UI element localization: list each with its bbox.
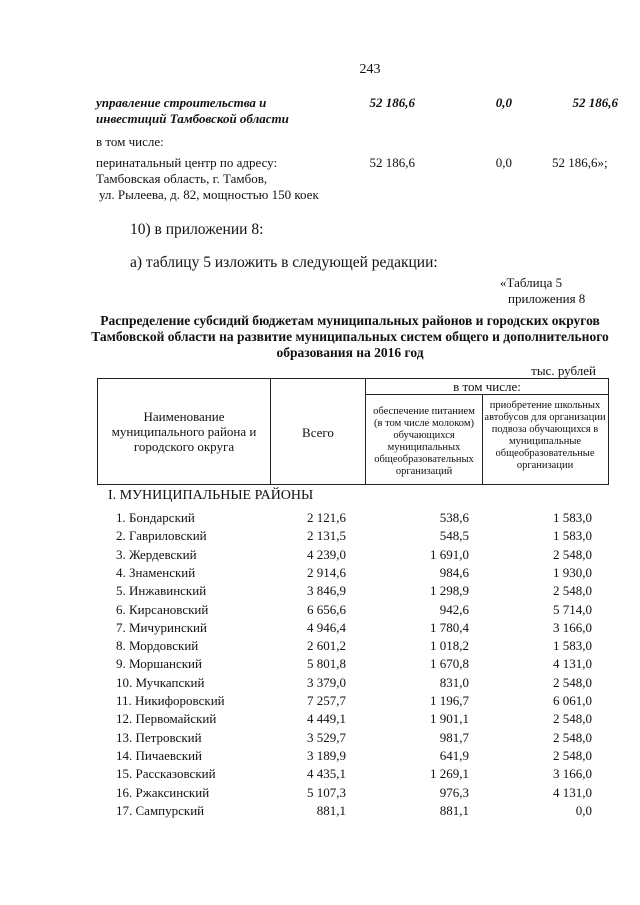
buses-value: 6 061,0 [553,693,592,708]
table-row [0,711,640,730]
district-name: 15. Рассказовский [116,766,216,782]
total-value: 6 656,6 [307,601,346,617]
header-bottom-border [97,484,609,485]
table-row [0,638,640,657]
nutrition-value: 1 901,1 [430,711,469,727]
district-name: 5. Инжавинский [116,583,207,599]
district-name: 16. Ржаксинский [116,784,210,800]
nutrition-value: 981,7 [439,729,469,745]
section-heading: I. МУНИЦИПАЛЬНЫЕ РАЙОНЫ [108,488,314,503]
total-value: 2 121,6 [307,510,346,525]
total-value: 2 601,2 [307,638,346,654]
district-name: 3. Жердевский [116,546,197,562]
district-name: 2. Гавриловский [116,528,207,544]
paragraph-appendix8: 10) в приложении 8: [130,221,264,238]
item-line3: ул. Рылеева, д. 82, мощностью 150 коек [99,187,319,202]
dept-zero: 0,0 [495,95,512,110]
total-value: 2 914,6 [307,564,346,580]
table-row [0,583,640,602]
buses-value: 1 583,0 [553,638,592,654]
header-divider-2 [365,378,366,485]
item-line1: перинатальный центр по адресу: [96,155,278,170]
total-value: 4 239,0 [307,546,346,562]
table-row [0,528,640,547]
nutrition-value: 641,9 [439,747,469,763]
nutrition-value: 548,5 [439,528,469,544]
buses-value: 4 131,0 [553,784,592,800]
buses-value: 3 166,0 [553,619,592,635]
buses-value: 2 548,0 [553,711,592,727]
buses-value: 2 548,0 [553,747,592,763]
buses-value: 3 166,0 [553,766,592,782]
dept-end: 52 186,6 [572,95,618,110]
nutrition-value: 1 780,4 [430,619,469,635]
total-value: 4 449,1 [307,711,346,727]
header-left-border [97,378,98,485]
item-total: 52 186,6 [369,155,415,170]
header-col-buses: приобретение школьных автобусов для организации подвоза обучающихся в муниципальные общеобразовательные организации [484,400,606,471]
district-name: 4. Знаменский [116,564,196,580]
buses-value: 1 583,0 [553,528,592,544]
table-row [0,748,640,767]
total-value: 3 529,7 [307,729,346,745]
nutrition-value: 1 670,8 [430,656,469,672]
district-name: 8. Мордовский [116,638,199,654]
buses-value: 2 548,0 [553,729,592,745]
table-row [0,693,640,712]
nutrition-value: 1 196,7 [430,693,469,708]
buses-value: 1 930,0 [553,564,592,580]
nutrition-value: 942,6 [439,601,469,617]
district-name: 6. Кирсановский [116,601,209,617]
district-name: 14. Пичаевский [116,747,202,763]
header-right-border [608,378,609,485]
total-value: 3 379,0 [307,674,346,690]
total-value: 5 107,3 [307,784,346,800]
district-name: 9. Моршанский [116,656,202,672]
table-row [0,656,640,675]
table-row [0,803,640,822]
nutrition-value: 1 691,0 [430,546,469,562]
buses-value: 2 548,0 [553,546,592,562]
including-label: в том числе: [96,134,164,149]
table-row [0,565,640,584]
dept-total: 52 186,6 [369,95,415,110]
nutrition-value: 538,6 [439,510,469,525]
table-row [0,547,640,566]
page-number: 243 [359,62,381,77]
dept-name-line1: управление строительства и [96,95,267,110]
nutrition-value: 1 298,9 [430,583,469,599]
buses-value: 5 714,0 [553,601,592,617]
header-including: в том числе: [453,379,521,394]
district-name: 7. Мичуринский [116,619,207,635]
header-name: Наименование муниципального района и городского округа [111,409,257,454]
district-name: 17. Сампурский [116,802,205,818]
units-label: тыс. рублей [531,363,596,378]
table-row [0,785,640,804]
buses-value: 4 131,0 [553,656,592,672]
nutrition-value: 831,0 [439,674,469,690]
table-row [0,510,640,529]
nutrition-value: 976,3 [439,784,469,800]
table-ref-line1: «Таблица 5 [500,275,563,290]
total-value: 881,1 [316,802,346,818]
total-value: 4 435,1 [307,766,346,782]
header-col-nutrition: обеспечение питанием (в том числе молоком) обучающихся муниципальных общеобразовательных организаций [373,406,475,477]
district-name: 10. Мучкапский [116,674,205,690]
paragraph-table5: а) таблицу 5 изложить в следующей редакции: [130,254,438,271]
item-end: 52 186,6»; [552,155,608,170]
district-name: 12. Первомайский [116,711,217,727]
table-row [0,602,640,621]
nutrition-value: 1 269,1 [430,766,469,782]
buses-value: 2 548,0 [553,674,592,690]
total-value: 2 131,5 [307,528,346,544]
header-divider-3 [482,394,483,485]
table-row [0,620,640,639]
district-name: 1. Бондарский [116,510,195,525]
table-title: Распределение субсидий бюджетам муниципальных районов и городских округов Тамбовской области на развитие муниципальных систем общего и дополнительного образования на 2016 год [91,313,609,360]
district-name: 11. Никифоровский [116,693,225,708]
table-row [0,766,640,785]
total-value: 5 801,8 [307,656,346,672]
total-value: 4 946,4 [307,619,346,635]
header-total: Всего [302,425,334,440]
header-mid-border [365,394,609,395]
total-value: 7 257,7 [307,693,346,708]
total-value: 3 189,9 [307,747,346,763]
table-row [0,675,640,694]
dept-name-line2: инвестиций Тамбовской области [96,111,289,126]
item-line2: Тамбовская область, г. Тамбов, [96,171,268,186]
district-name: 13. Петровский [116,729,202,745]
buses-value: 1 583,0 [553,510,592,525]
table-ref-line2: приложения 8 [508,291,586,306]
table-row [0,730,640,749]
nutrition-value: 1 018,2 [430,638,469,654]
item-zero: 0,0 [495,155,512,170]
nutrition-value: 881,1 [439,802,469,818]
total-value: 3 846,9 [307,583,346,599]
nutrition-value: 984,6 [439,564,469,580]
buses-value: 0,0 [575,802,592,818]
buses-value: 2 548,0 [553,583,592,599]
